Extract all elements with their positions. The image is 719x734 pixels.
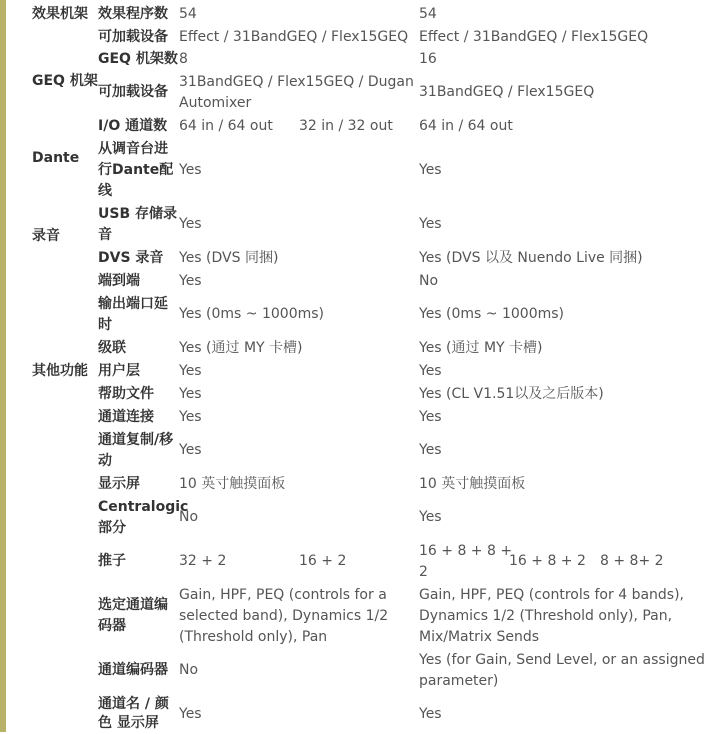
value-col1-alt: 32 in / 32 out bbox=[299, 118, 393, 134]
category-dante: Dante bbox=[32, 150, 80, 166]
value-col1-line: Automixer bbox=[179, 95, 252, 111]
row-label: 推子 bbox=[98, 553, 126, 569]
row-label-line: 选定通道编 bbox=[98, 597, 168, 613]
row-label-line: 通道名 / 颜 bbox=[98, 696, 169, 712]
value-col2: Yes (CL V1.51以及之后版本) bbox=[419, 386, 604, 402]
value-col1: Yes bbox=[179, 162, 202, 178]
value-col1-line: 31BandGEQ / Flex15GEQ / Dugan bbox=[179, 74, 414, 90]
row-label-line: 音 bbox=[98, 227, 112, 243]
value-col2: Yes (DVS 以及 Nuendo Live 同捆) bbox=[419, 250, 643, 266]
row-label: 通道连接 bbox=[98, 409, 154, 425]
value-col1: Yes (DVS 同捆) bbox=[179, 250, 279, 266]
value-col1: Yes bbox=[179, 409, 202, 425]
category-other: 其他功能 bbox=[32, 363, 88, 379]
value-col1: 32 + 2 bbox=[179, 553, 227, 569]
row-label: 级联 bbox=[98, 340, 126, 356]
value-col2: 16 bbox=[419, 51, 437, 67]
row-label-line: 行Dante配 bbox=[98, 162, 174, 178]
value-col1: 64 in / 64 out bbox=[179, 118, 273, 134]
row-label: 用户层 bbox=[98, 363, 140, 379]
row-label-line: USB 存储录 bbox=[98, 206, 177, 222]
value-col1-alt: 16 + 2 bbox=[299, 553, 347, 569]
value-col1: Yes bbox=[179, 442, 202, 458]
row-label: 端到端 bbox=[98, 273, 140, 289]
value-col2: Yes bbox=[419, 706, 442, 722]
value-col2: 64 in / 64 out bbox=[419, 118, 513, 134]
value-col2: Yes bbox=[419, 216, 442, 232]
value-col2-line: parameter) bbox=[419, 673, 499, 689]
row-label: DVS 录音 bbox=[98, 250, 164, 266]
row-label-line: 码器 bbox=[98, 618, 126, 634]
row-label-line: 从调音台进 bbox=[98, 141, 168, 157]
left-accent-stripe bbox=[0, 0, 6, 732]
value-col1: Yes bbox=[179, 706, 202, 722]
row-label: 通道编码器 bbox=[98, 662, 168, 678]
value-col2: Yes bbox=[419, 409, 442, 425]
value-col2-line: Yes (for Gain, Send Level, or an assigned bbox=[419, 652, 705, 668]
value-col1: 8 bbox=[179, 51, 188, 67]
row-label: I/O 通道数 bbox=[98, 118, 168, 134]
value-col2: Effect / 31BandGEQ / Flex15GEQ bbox=[419, 29, 649, 45]
row-label-line: 线 bbox=[98, 183, 112, 199]
value-col1: Yes (0ms ~ 1000ms) bbox=[179, 306, 325, 322]
row-label-line: 输出端口延 bbox=[98, 296, 168, 312]
row-label: 可加载设备 bbox=[98, 84, 168, 100]
category-effects: 效果机架 bbox=[32, 6, 88, 22]
value-col1-line: selected band), Dynamics 1/2 bbox=[179, 608, 389, 624]
value-col1: No bbox=[179, 662, 199, 678]
row-label: 效果程序数 bbox=[98, 6, 168, 22]
value-col2: 31BandGEQ / Flex15GEQ bbox=[419, 84, 595, 100]
row-label: 可加载设备 bbox=[98, 29, 168, 45]
value-col1-line: Gain, HPF, PEQ (controls for a bbox=[179, 587, 387, 603]
category-recording: 录音 bbox=[32, 228, 60, 244]
value-col2: Yes bbox=[419, 442, 442, 458]
value-col1: Yes (通过 MY 卡槽) bbox=[179, 340, 303, 356]
value-col1: 10 英寸触摸面板 bbox=[179, 476, 286, 492]
value-col2-line: 16 + 8 + 8 + bbox=[419, 543, 513, 559]
value-col2: 10 英寸触摸面板 bbox=[419, 476, 526, 492]
value-col1-line: (Threshold only), Pan bbox=[179, 629, 328, 645]
value-col2: 54 bbox=[419, 6, 437, 22]
value-col2-line: 2 bbox=[419, 564, 428, 580]
row-label: 帮助文件 bbox=[98, 386, 154, 402]
row-label: 显示屏 bbox=[98, 476, 140, 492]
row-label-line: 色 显示屏 bbox=[98, 715, 159, 731]
row-label-line: 时 bbox=[98, 317, 112, 333]
value-col1: 54 bbox=[179, 6, 197, 22]
value-col2: Yes (0ms ~ 1000ms) bbox=[419, 306, 565, 322]
value-col2-alt: 16 + 8 + 2 bbox=[509, 553, 586, 569]
value-col1: Effect / 31BandGEQ / Flex15GEQ bbox=[179, 29, 409, 45]
value-col2: Yes bbox=[419, 162, 442, 178]
row-label-line: 部分 bbox=[98, 520, 126, 536]
value-col2: Yes bbox=[419, 509, 442, 525]
value-col1: No bbox=[179, 509, 199, 525]
row-label-line: Centralogic bbox=[98, 499, 189, 515]
row-label-line: 通道复制/移 bbox=[98, 432, 174, 448]
value-col1: Yes bbox=[179, 273, 202, 289]
value-col2-line: Gain, HPF, PEQ (controls for 4 bands), bbox=[419, 587, 684, 603]
value-col1: Yes bbox=[179, 386, 202, 402]
value-col2-line: Mix/Matrix Sends bbox=[419, 629, 540, 645]
value-col2-alt2: 8 + 8+ 2 bbox=[600, 553, 664, 569]
value-col2: Yes (通过 MY 卡槽) bbox=[419, 340, 543, 356]
value-col2: No bbox=[419, 273, 439, 289]
value-col2-line: Dynamics 1/2 (Threshold only), Pan, bbox=[419, 608, 673, 624]
value-col2: Yes bbox=[419, 363, 442, 379]
category-geq: GEQ 机架 bbox=[32, 73, 98, 89]
row-label: GEQ 机架数 bbox=[98, 51, 178, 67]
value-col1: Yes bbox=[179, 216, 202, 232]
row-label-line: 动 bbox=[98, 453, 112, 469]
value-col1: Yes bbox=[179, 363, 202, 379]
